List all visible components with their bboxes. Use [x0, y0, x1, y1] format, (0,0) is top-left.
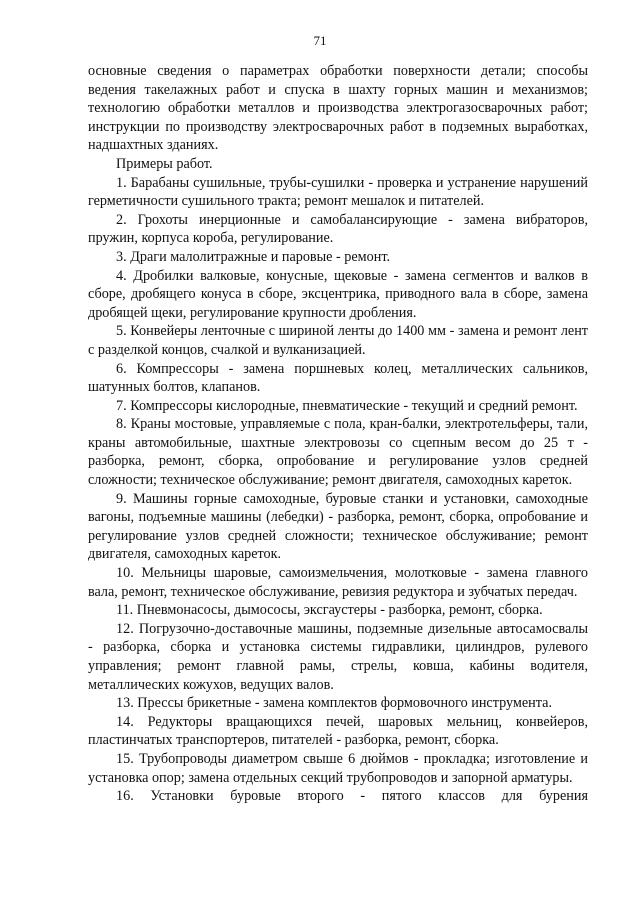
paragraph-item-15: 15. Трубопроводы диаметром свыше 6 дюймов - прокладка; изготовление и установка опор; замена отдельных секций трубопроводов и запорной арматуры. [88, 750, 588, 786]
paragraph-item-5: 5. Конвейеры ленточные с шириной ленты до 1400 мм - замена и ремонт лент с разделкой концов, счалкой и вулканизацией. [88, 323, 588, 358]
paragraph-item-1: 1. Барабаны сушильные, трубы-сушилки - проверка и устранение нарушений герметичности сушильного тракта; ремонт мешалок и питателей. [88, 174, 588, 210]
paragraph-item-6: 6. Компрессоры - замена поршневых колец, металлических сальников, шатунных болтов, клапанов. [88, 360, 588, 396]
paragraph-item-4: 4. Дробилки валковые, конусные, щековые - замена сегментов и валков в сборе, дробящего конуса в сборе, эксцентрика, приводного вала в сборе, замена дробящей щеки, регулирование крупности дробления. [88, 267, 588, 321]
paragraph-intro-continuation: основные сведения о параметрах обработки поверхности детали; способы ведения такелажных работ и спуска в шахту горных машин и механизмов; технологию обработки металлов и производства электрогазосварочных работ; инструкции по производству электросварочных работ в подземных выработках, надшахтных зданиях. [88, 63, 588, 154]
paragraph-item-14: 14. Редукторы вращающихся печей, шаровых мельниц, конвейеров, пластинчатых транспортеров, питателей - разборка, ремонт, сборка. [88, 713, 588, 749]
page-number: 71 [313, 33, 327, 48]
paragraph-item-3: 3. Драги малолитражные и паровые - ремонт. [116, 248, 391, 265]
paragraph-item-16: 16. Установки буровые второго - пятого классов для бурения [116, 788, 588, 805]
paragraph-item-9: 9. Машины горные самоходные, буровые станки и установки, самоходные вагоны, подъемные машины (лебедки) - разборка, ремонт, сборка, опробование и регулирование узлов средней сложности; техническое обслуживание; ремонт двигателя, самоходных кареток. [88, 490, 588, 563]
paragraph-item-8: 8. Краны мостовые, управляемые с пола, кран-балки, электротельферы, тали, краны автомобильные, шахтные электровозы со сцепным весом до 25 т - разборка, ремонт, сборка, опробование и регулирование узлов средней сложности; техническое обслуживание; ремонт двигателя, самоходных кареток. [88, 416, 588, 489]
paragraph-item-10: 10. Мельницы шаровые, самоизмельчения, молотковые - замена главного вала, ремонт, техническое обслуживание, ревизия редуктора и зубчатых передач. [88, 565, 588, 600]
document-body [88, 62, 588, 806]
paragraph-item-7: 7. Компрессоры кислородные, пневматические - текущий и средний ремонт. [116, 397, 578, 414]
paragraph-item-13: 13. Прессы брикетные - замена комплектов формовочного инструмента. [116, 695, 552, 712]
paragraph-item-11: 11. Пневмонасосы, дымососы, эксгаустеры - разборка, ремонт, сборка. [116, 602, 543, 619]
paragraph-examples-heading: Примеры работ. [116, 155, 213, 172]
paragraph-item-12: 12. Погрузочно-доставочные машины, подземные дизельные автосамосвалы - разборка, сборка и установка системы гидравлики, цилиндров, рулевого управления; ремонт главной рамы, стрелы, ковша, кабины водителя, металлических кожухов, ведущих валов. [88, 620, 588, 693]
paragraph-item-2: 2. Грохоты инерционные и самобалансирующие - замена вибраторов, пружин, корпуса короба, регулирование. [88, 211, 588, 247]
